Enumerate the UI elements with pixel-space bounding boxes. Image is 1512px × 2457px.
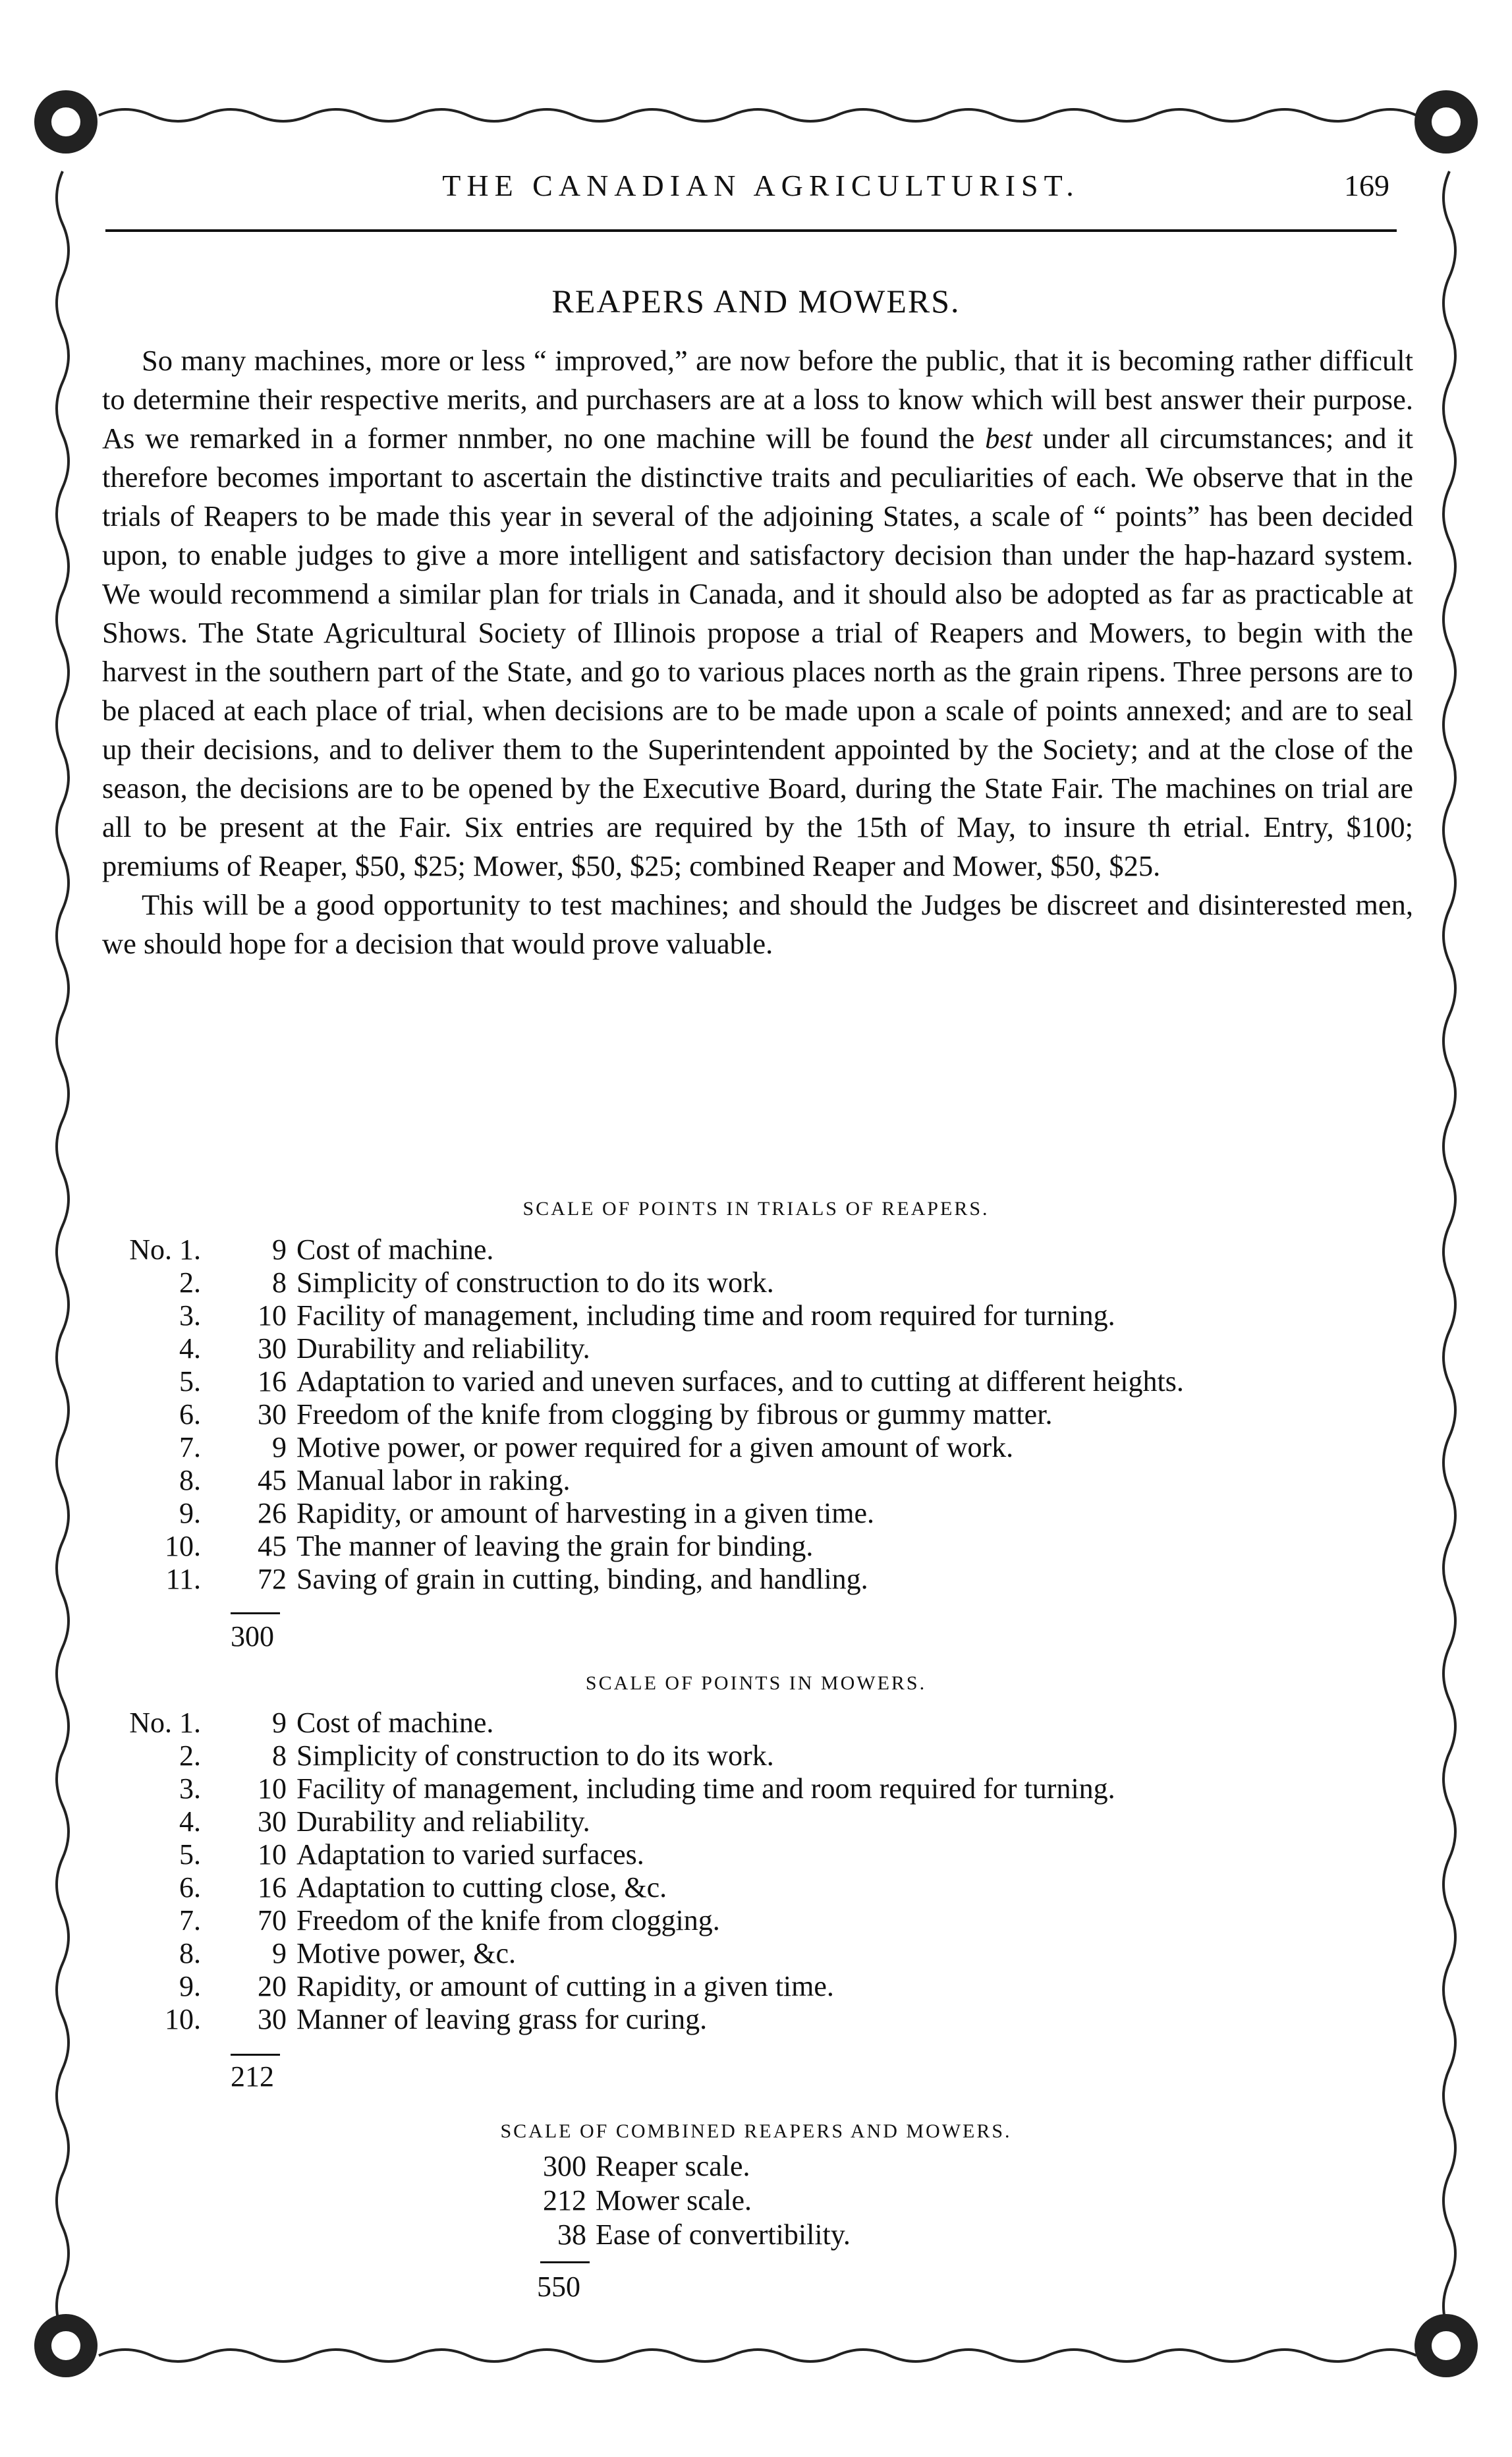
item-description: Adaptation to cutting close, &c. [296,1871,667,1904]
running-header: THE CANADIAN AGRICULTURIST. [442,169,1080,202]
page-number: 169 [1344,169,1389,202]
item-points: 16 [258,1365,287,1398]
combined-total: 550 [537,2271,580,2303]
item-points: 9 [272,1707,287,1739]
item-description: Durability and reliability. [296,1805,590,1838]
item-number: 9. [179,1970,201,2002]
combined-points: 38 [557,2218,586,2251]
combined-row [527,2218,851,2252]
item-points: 10 [258,1772,287,1805]
item-points: 30 [258,2003,287,2035]
item-description: Simplicity of construction to do its work. [296,1739,774,1772]
paragraph-1-part-b: under all circumstances; and it therefore becomes important to ascertain the distinctive traits and peculiarities of each. We observe that in the trials of Reapers to be made this year in several of the adjoining States, a scale of “ points” has been decided upon, to enable judges to give a more intelligent and satisfactory decision than under the hap-hazard system. We would recommend a similar plan for trials in Canada, and it should also be adopted as far as practicable at Shows. The State Agricultural Society of Illinois propose a trial of Reapers and Mowers, to begin with the harvest in the southern part of the State, and go to various places north as the grain ripens. Three persons are to be placed at each place of trial, when decisions are to be made upon a scale of points annexed; and are to seal up their decisions, and to deliver them to the Superintendent appointed by the Society; and at the close of the season, the decisions are to be opened by the Executive Board, during the State Fair. The machines on trial are all to be present at the Fair. Six entries are required by the 15th of May, to insure th etrial. Entry, $100; premiums of Reaper, $50, $25; Mower, $50, $25; combined Reaper and Mower, $50, $25. [102,422,1413,882]
mowers-scale-heading: SCALE OF POINTS IN MOWERS. [585,1672,927,1694]
combined-points: 300 [543,2150,586,2182]
article-title: REAPERS AND MOWERS. [551,283,961,320]
item-description: Freedom of the knife from clogging by fibrous or gummy matter. [296,1398,1053,1430]
item-description: Freedom of the knife from clogging. [296,1904,720,1936]
item-description: Facility of management, including time and room required for turning. [296,1772,1115,1805]
item-number: 10. [165,1530,201,1562]
item-points: 9 [272,1431,287,1463]
item-points: 8 [272,1739,287,1772]
reapers-sum-rule [231,1612,280,1614]
item-number: 4. [179,1805,201,1838]
item-description: Motive power, &c. [296,1937,517,1969]
item-description: Manual labor in raking. [296,1464,571,1496]
combined-description: Ease of convertibility. [596,2218,851,2251]
item-description: Adaptation to varied surfaces. [296,1838,644,1871]
item-number: 5. [179,1365,201,1398]
mowers-sum-rule [231,2054,280,2056]
item-number: 7. [179,1904,201,1936]
item-points: 8 [272,1266,287,1299]
mowers-total: 212 [231,2060,274,2093]
item-points: 30 [258,1332,287,1365]
item-number: 5. [179,1838,201,1871]
item-description: Durability and reliability. [296,1332,590,1365]
item-description: The manner of leaving the grain for binding. [296,1530,814,1562]
paragraph-2: This will be a good opportunity to test machines; and should the Judges be discreet and disinterested men, we should hope for a decision that would prove valuable. [102,888,1413,960]
item-points: 9 [272,1233,287,1266]
item-points: 26 [258,1497,287,1529]
item-description: Cost of machine. [296,1233,494,1266]
combined-points: 212 [543,2184,586,2217]
item-number: No. 1. [129,1233,201,1266]
item-number: 6. [179,1398,201,1430]
item-points: 20 [258,1970,287,2002]
combined-scale-heading: SCALE OF COMBINED REAPERS AND MOWERS. [500,2120,1012,2142]
item-points: 70 [258,1904,287,1936]
paragraph-1-part-a: So many machines, more or less “ improved,” are now before the public, that it is becoming rather difficult to determine their respective merits, and purchasers are at a loss to know which will best answer their purpose. As we remarked in a former nnmber, no one machine will be found the [102,344,1413,455]
paragraph-1 [102,341,1413,886]
item-description: Rapidity, or amount of cutting in a given time. [296,1970,834,2002]
reapers-total: 300 [231,1620,274,1652]
item-number: 8. [179,1464,201,1496]
item-number: 6. [179,1871,201,1904]
item-description: Adaptation to varied and uneven surfaces, and to cutting at different heights. [296,1365,1184,1398]
combined-sum-rule [540,2261,590,2263]
item-points: 9 [272,1937,287,1969]
item-number: 9. [179,1497,201,1529]
item-description: Saving of grain in cutting, binding, and handling. [296,1563,868,1595]
reapers-scale-heading: SCALE OF POINTS IN TRIALS OF REAPERS. [522,1198,990,1220]
combined-row [527,2184,851,2218]
combined-row [527,2149,851,2184]
item-description: Rapidity, or amount of harvesting in a given time. [296,1497,874,1529]
item-number: 4. [179,1332,201,1365]
item-number: 3. [179,1299,201,1332]
item-description: Cost of machine. [296,1707,494,1739]
item-number: 3. [179,1772,201,1805]
combined-description: Mower scale. [596,2184,752,2217]
item-number: No. 1. [129,1707,201,1739]
item-points: 72 [258,1563,287,1595]
item-number: 8. [179,1937,201,1969]
item-points: 30 [258,1805,287,1838]
combined-description: Reaper scale. [596,2150,750,2182]
item-points: 16 [258,1871,287,1904]
item-number: 2. [179,1266,201,1299]
header-rule [105,229,1397,232]
combined-scale-table [527,2149,851,2252]
item-points: 45 [258,1530,287,1562]
item-number: 10. [165,2003,201,2035]
item-number: 2. [179,1739,201,1772]
item-points: 10 [258,1299,287,1332]
item-points: 10 [258,1838,287,1871]
item-description: Manner of leaving grass for curing. [296,2003,708,2035]
item-points: 45 [258,1464,287,1496]
paragraph-1-emphasis: best [985,422,1032,455]
item-description: Facility of management, including time and room required for turning. [296,1299,1115,1332]
item-number: 7. [179,1431,201,1463]
item-number: 11. [165,1563,201,1595]
article-body [102,341,1413,963]
item-description: Simplicity of construction to do its work. [296,1266,774,1299]
item-points: 30 [258,1398,287,1430]
item-description: Motive power, or power required for a given amount of work. [296,1431,1014,1463]
